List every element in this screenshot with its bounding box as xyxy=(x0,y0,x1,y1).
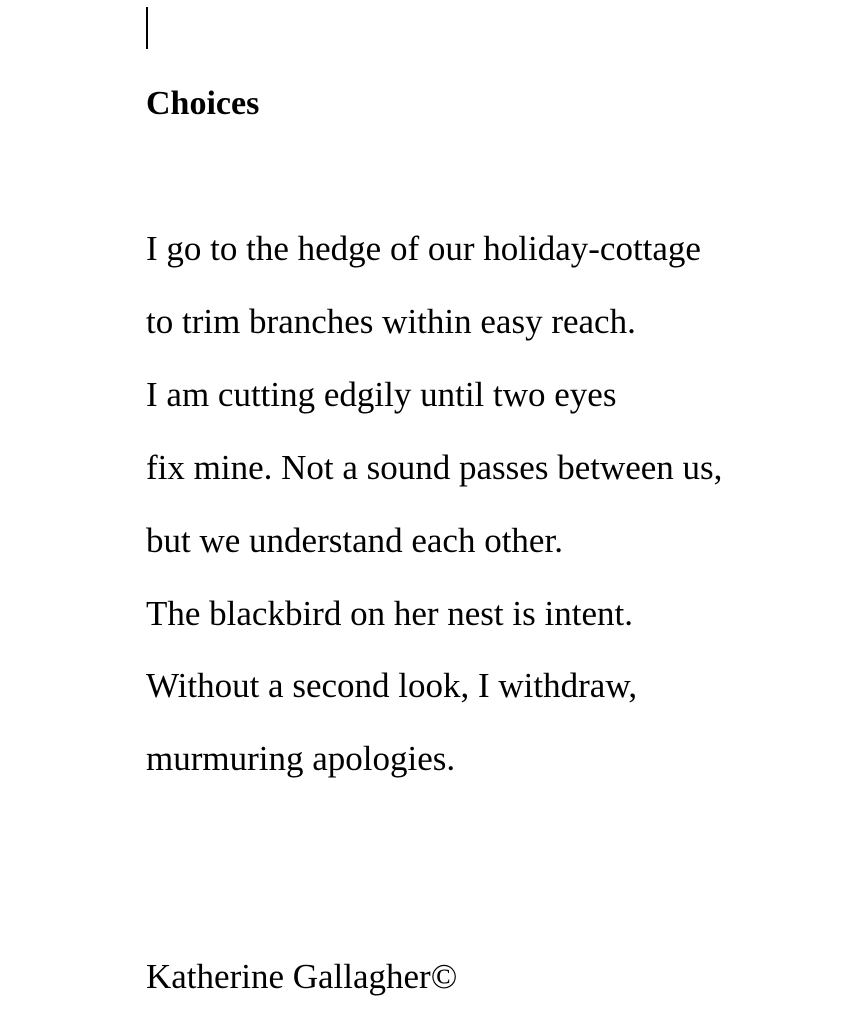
poem-line: I am cutting edgily until two eyes xyxy=(146,375,617,414)
poem-title: Choices xyxy=(146,85,260,122)
poem-line: but we understand each other. xyxy=(146,521,563,560)
poem-line: The blackbird on her nest is intent. xyxy=(146,594,633,633)
poem-line: to trim branches within easy reach. xyxy=(146,302,636,341)
poem-line: fix mine. Not a sound passes between us, xyxy=(146,448,723,487)
poem-line: murmuring apologies. xyxy=(146,739,456,778)
poem-line: Without a second look, I withdraw, xyxy=(146,666,638,705)
text-cursor xyxy=(146,7,148,49)
poem-line: I go to the hedge of our holiday-cottage xyxy=(146,229,701,268)
poem-author: Katherine Gallagher© xyxy=(146,957,458,996)
